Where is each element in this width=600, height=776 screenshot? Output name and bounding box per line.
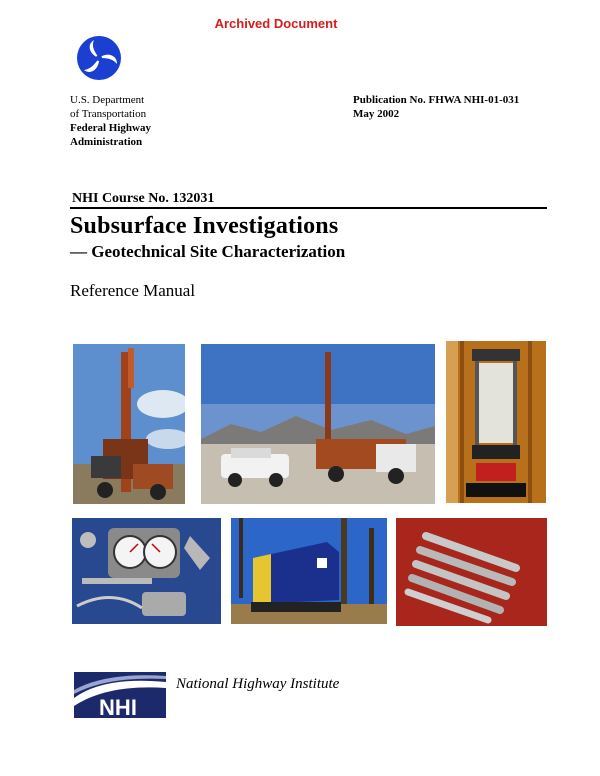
page-title: Subsurface Investigations [70, 213, 339, 239]
publication-number: Publication No. FHWA NHI-01-031 [353, 94, 520, 106]
drill-rig-photo [73, 344, 185, 504]
pressure-gauges-photo [72, 518, 221, 624]
triaxial-cell-photo [446, 341, 546, 503]
publication-block [353, 93, 519, 121]
publication-date: May 2002 [353, 108, 400, 120]
title-divider [70, 207, 547, 209]
archived-document-label: Archived Document [214, 16, 338, 31]
probes-photo [396, 518, 547, 626]
department-block [70, 93, 151, 149]
nhi-logo-text: NHI [99, 695, 137, 718]
department-line-2: of Transportation [70, 108, 147, 120]
nhi-logo [74, 672, 166, 718]
page-subtitle: — Geotechnical Site Characterization [70, 242, 346, 261]
truck-drill-rig-photo [201, 344, 435, 504]
course-number: NHI Course No. 132031 [72, 191, 215, 206]
dot-logo [76, 35, 122, 81]
department-line-4: Administration [70, 136, 143, 148]
department-line-1: U.S. Department [70, 94, 145, 106]
institute-name: National Highway Institute [176, 676, 340, 692]
track-rig-photo [231, 518, 387, 624]
department-line-3: Federal Highway [70, 122, 151, 134]
document-type: Reference Manual [70, 281, 196, 300]
